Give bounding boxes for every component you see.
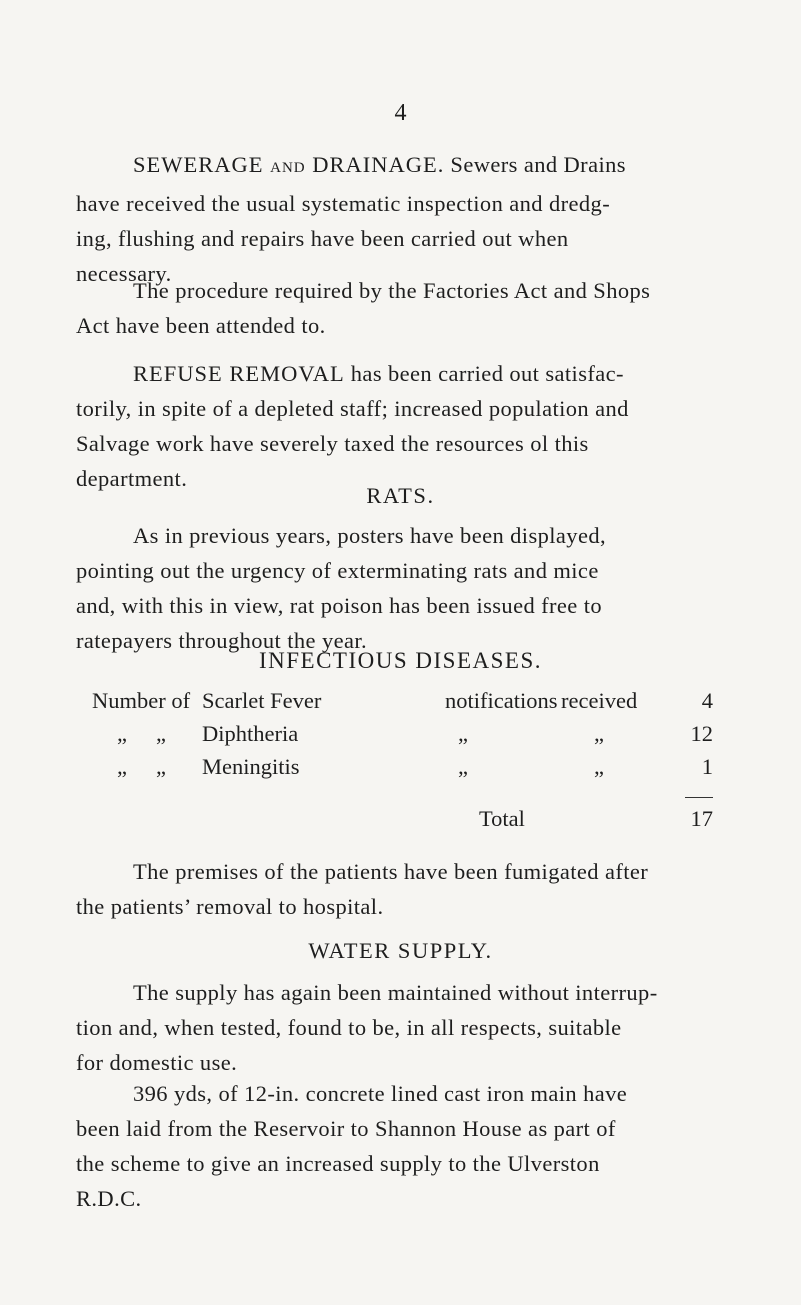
page-number: 4	[394, 100, 407, 126]
disease-name: Diphtheria	[202, 721, 299, 746]
total-label: Total	[479, 806, 525, 831]
sewerage-text-line: have received the usual systematic inspection and dredg-	[76, 191, 611, 216]
sewerage-heading: SEWERAGE AND DRAINAGE.	[133, 152, 445, 177]
table-row: Number of Scarlet Fever notifications received 4	[92, 688, 713, 713]
sewerage-text-line: ing, flushing and repairs have been carried out when	[76, 226, 569, 251]
total-rule	[685, 797, 713, 798]
water-paragraph: The supply has again been maintained without interrup- tion and, when tested, found to be, in all respects, suitable for domestic use.	[76, 980, 658, 1075]
disease-name: Meningitis	[202, 754, 300, 779]
table-row: „ „ Diphtheria „ „ 12	[117, 721, 713, 746]
notifications-table	[0, 688, 801, 787]
infectious-diseases-heading: INFECTIOUS DISEASES.	[258, 648, 543, 673]
refuse-heading: REFUSE REMOVAL	[133, 361, 345, 386]
main-laying-paragraph: 396 yds, of 12-in. concrete lined cast iron main have been laid from the Reservoir to Shannon House as part of the scheme to give an increased supply to the Ulverston R.D.C.	[76, 1081, 628, 1211]
case-count: 4	[701, 688, 713, 713]
fumigation-paragraph: The premises of the patients have been fumigated after the patients’ removal to hospital.	[76, 859, 649, 919]
sewerage-paragraph	[76, 147, 724, 291]
disease-name: Scarlet Fever	[202, 688, 322, 713]
total-row	[0, 806, 801, 839]
case-count: 1	[701, 754, 713, 779]
factories-paragraph: The procedure required by the Factories Act and Shops Act have been attended to.	[76, 278, 651, 338]
rats-heading: RATS.	[366, 483, 435, 508]
total-value: 17	[690, 806, 713, 831]
sewerage-text-line: necessary.	[76, 261, 172, 286]
rats-paragraph: As in previous years, posters have been displayed, pointing out the urgency of exterminating rats and mice and, with this in view, rat poison has been issued free to ratepayers throughout the year.	[76, 523, 607, 653]
case-count: 12	[690, 721, 713, 746]
sewerage-text-line: Sewers and Drains	[450, 152, 626, 177]
refuse-paragraph: REFUSE REMOVAL has been carried out satisfac- torily, in spite of a depleted staff; increased population and Salvage work have severely taxed the resources ol this department.	[76, 361, 629, 491]
table-row: „ „ Meningitis „ „ 1	[117, 754, 713, 779]
water-supply-heading: WATER SUPPLY.	[308, 938, 493, 963]
